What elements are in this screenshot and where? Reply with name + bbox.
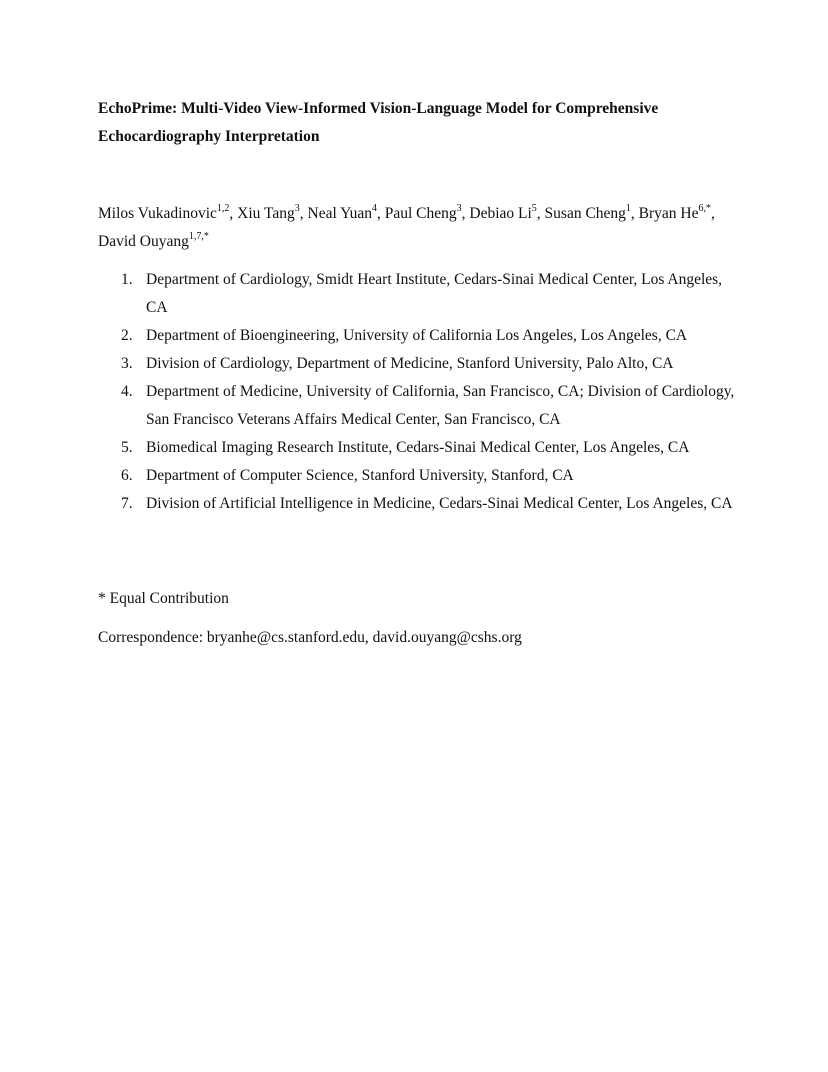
author-affiliation-marker: 4 — [371, 202, 377, 214]
affiliation-item — [98, 350, 738, 378]
author-list — [98, 200, 738, 256]
affiliation-item — [98, 322, 738, 350]
author-affiliation-marker: 1,2 — [216, 202, 230, 214]
affiliation-number: 3. — [121, 355, 133, 372]
affiliation-list — [98, 266, 738, 518]
paper-title: EchoPrime: Multi-Video View-Informed Vision-Language Model for Comprehensive Echocardiography Interpretation — [98, 100, 659, 145]
correspondence-line: Correspondence: bryanhe@cs.stanford.edu, david.ouyang@cshs.org — [98, 629, 522, 646]
affiliation-text: Division of Cardiology, Department of Medicine, Stanford University, Palo Alto, CA — [146, 355, 674, 372]
affiliation-item — [98, 378, 738, 434]
author-affiliation-marker: 1,7,* — [188, 230, 209, 242]
author: Paul Cheng$^3$, — [384, 202, 470, 222]
author: Neal Yuan$^4$, — [307, 202, 385, 222]
author: Bryan $He^{6,*}$, — [638, 202, 715, 222]
author: Debiao Li$^5$, — [469, 202, 545, 222]
affiliation-text: Department of Computer Science, Stanford University, Stanford, CA — [146, 467, 574, 484]
author-affiliation-marker: 3 — [456, 202, 462, 214]
equal-contribution-note: * Equal Contribution — [98, 590, 229, 607]
author-affiliation-marker: 6,* — [698, 202, 711, 214]
affiliation-text: Biomedical Imaging Research Institute, Cedars-Sinai Medical Center, Los Angeles, CA — [146, 439, 690, 456]
affiliation-item — [98, 462, 738, 490]
affiliation-number: 6. — [121, 467, 133, 484]
author-affiliation-marker: 3 — [294, 202, 300, 214]
affiliation-number: 4. — [121, 383, 133, 400]
affiliation-number: 5. — [121, 439, 133, 456]
author: Susan Cheng$^1$, — [544, 202, 639, 222]
affiliation-text: Department of Cardiology, Smidt Heart Institute, Cedars-Sinai Medical Center, Los Angeles, CA — [146, 271, 723, 316]
affiliation-number: 7. — [121, 495, 133, 512]
affiliation-text: Department of Bioengineering, University of California Los Angeles, Los Angeles, CA — [146, 327, 688, 344]
affiliation-item — [98, 266, 738, 322]
author-affiliation-marker: 5 — [531, 202, 537, 214]
author: Xiu Tang$^3$, — [237, 202, 308, 222]
affiliation-text: Division of Artificial Intelligence in Medicine, Cedars-Sinai Medical Center, Los Angeles, CA — [146, 495, 733, 512]
author: Milos Vukadinovic$^{1,2}$, — [98, 202, 238, 222]
author-affiliation-marker: 1 — [625, 202, 631, 214]
affiliation-item — [98, 490, 738, 518]
affiliation-number: 1. — [121, 271, 133, 288]
affiliation-number: 2. — [121, 327, 133, 344]
author: David Ouyang$^{1,7,*}$ — [98, 230, 209, 250]
affiliation-item — [98, 434, 738, 462]
affiliation-text: Department of Medicine, University of California, San Francisco, CA; Division of Cardiology, San Francisco Veterans Affairs Medical Center, San Francisco, CA — [146, 383, 735, 428]
